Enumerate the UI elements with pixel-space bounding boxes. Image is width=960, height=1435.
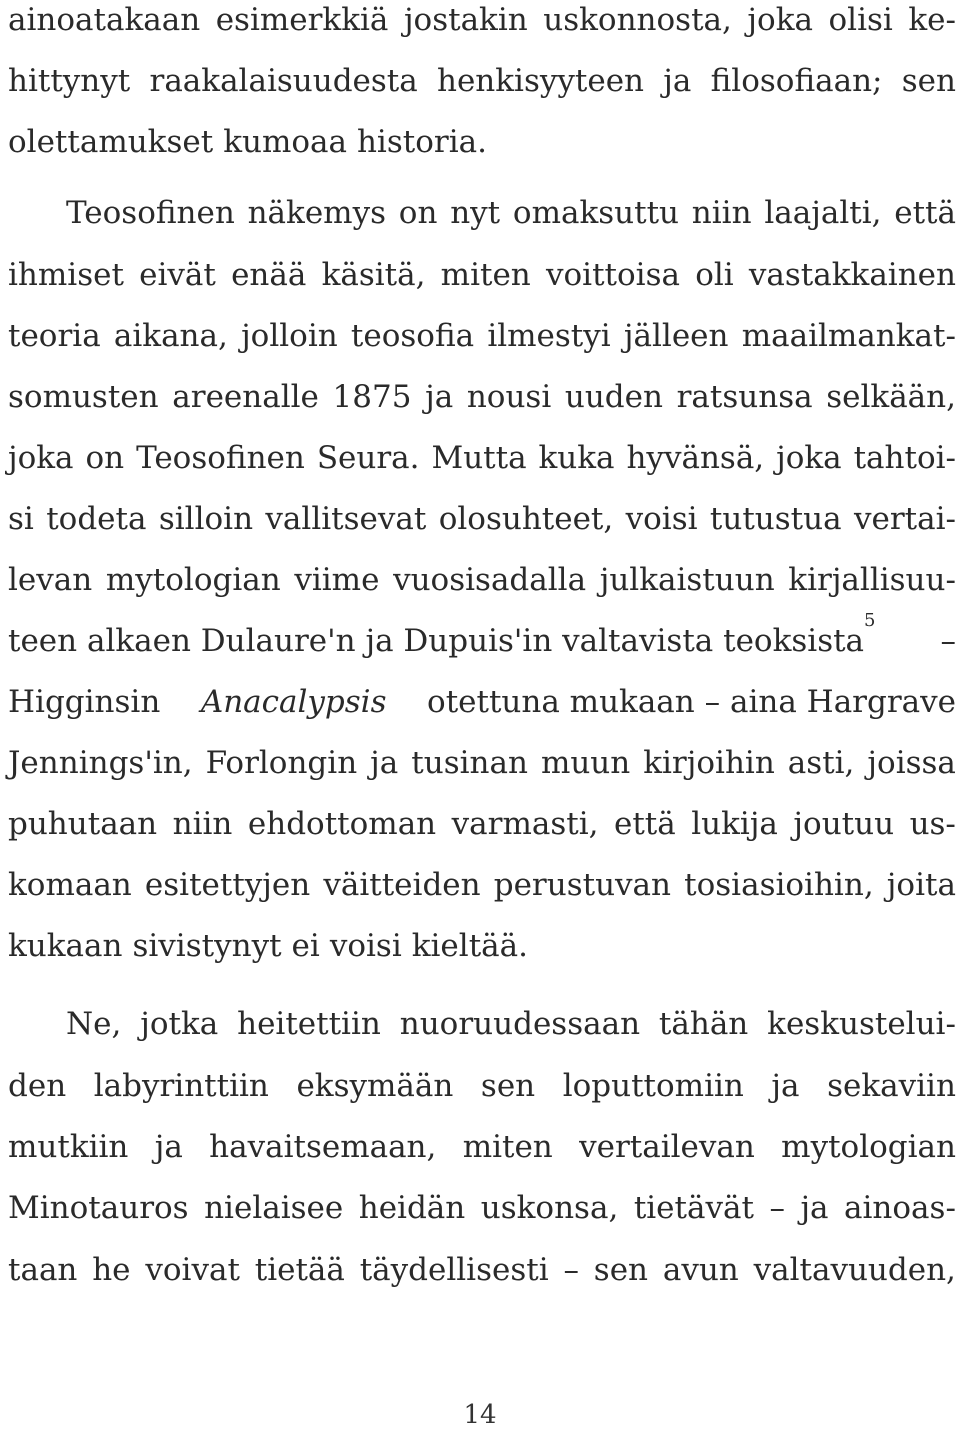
word: heitettiin: [237, 1006, 381, 1042]
text-line: [8, 377, 956, 417]
text-line: [8, 1188, 956, 1228]
word: nyt: [450, 195, 501, 231]
text-line: [8, 804, 956, 844]
word: miten: [462, 1129, 553, 1165]
word: vertailevan: [579, 1129, 755, 1165]
word: kirjallisuu-: [788, 562, 956, 598]
text-line-with-footnote: [8, 610, 956, 661]
word: eivät: [139, 257, 216, 293]
word: jolloin: [241, 318, 338, 354]
word: he: [92, 1252, 131, 1288]
word: –: [769, 1190, 785, 1226]
footnote-marker: 5: [864, 610, 876, 631]
word: joutuu: [793, 806, 895, 842]
word: vuosisadalla: [393, 562, 587, 598]
word: sen: [480, 1068, 536, 1104]
word: olisi: [828, 2, 893, 38]
word: silloin: [158, 501, 254, 537]
word: Jennings'in,: [8, 745, 193, 781]
word: henkisyyteen: [437, 63, 645, 99]
word: heidän: [358, 1190, 466, 1226]
word: Seura.: [316, 440, 420, 476]
text-line: [8, 316, 956, 356]
word: kieltää.: [411, 928, 528, 964]
word: voittoisa: [545, 257, 680, 293]
word: Ne,: [66, 1006, 122, 1042]
word: raakalaisuudesta: [149, 63, 418, 99]
word: vastakkainen: [748, 257, 956, 293]
word: jotka: [140, 1006, 219, 1042]
word: olettamukset: [8, 124, 214, 160]
word: si: [8, 501, 34, 537]
dash: –: [940, 623, 956, 659]
text-line: [8, 122, 956, 162]
word: taan: [8, 1252, 78, 1288]
word: jälleen: [623, 318, 729, 354]
word: kuka: [538, 440, 615, 476]
text-line: [8, 560, 956, 600]
word: laajalti,: [764, 195, 882, 231]
text-line: [8, 926, 956, 966]
word: niin: [172, 806, 233, 842]
word: nuoruudessaan: [399, 1006, 641, 1042]
word: somusten: [8, 379, 159, 415]
word: avun: [662, 1252, 739, 1288]
text-line: [8, 438, 956, 478]
word: voisi: [625, 501, 698, 537]
text-line: [8, 499, 956, 539]
word: ja: [800, 1190, 829, 1226]
word: loputtomiin: [562, 1068, 744, 1104]
word: ke-: [908, 2, 956, 38]
book-title: Anacalypsis: [200, 684, 387, 720]
word: eksymään: [296, 1068, 454, 1104]
word: puhutaan: [8, 806, 158, 842]
text-line: [8, 193, 956, 233]
text-line-with-title: [8, 682, 956, 722]
word: jostakin: [403, 2, 528, 38]
word: ihmiset: [8, 257, 124, 293]
word: tietävät: [633, 1190, 754, 1226]
word: levan: [8, 562, 93, 598]
word: hyvänsä,: [626, 440, 765, 476]
word: on: [85, 440, 125, 476]
word: vertai-: [853, 501, 956, 537]
word: tosiasioihin,: [684, 867, 874, 903]
word: että: [894, 195, 956, 231]
word: joka: [8, 440, 74, 476]
word: filosofiaan;: [710, 63, 883, 99]
word: us-: [909, 806, 956, 842]
word: kukaan: [8, 928, 123, 964]
word: todeta: [46, 501, 147, 537]
word: ja: [154, 1129, 183, 1165]
word: mytologian: [781, 1129, 956, 1165]
word: ehdottoman: [247, 806, 437, 842]
word: ainoatakaan: [8, 2, 201, 38]
word: Teosofinen: [136, 440, 305, 476]
word: esitettyjen: [144, 867, 311, 903]
word: keskustelui-: [767, 1006, 956, 1042]
word: komaan: [8, 867, 132, 903]
word: teosofia: [350, 318, 475, 354]
word: että: [613, 806, 676, 842]
word: selkään,: [826, 379, 956, 415]
word: esimerkkiä: [215, 2, 389, 38]
word: sekaviin: [827, 1068, 956, 1104]
word: käsitä,: [321, 257, 426, 293]
word: ja: [425, 379, 454, 415]
text-line: [8, 61, 956, 101]
word: voivat: [145, 1252, 240, 1288]
word: teoria: [8, 318, 101, 354]
word: viime: [294, 562, 380, 598]
word: sen: [593, 1252, 649, 1288]
text-segment: otettuna mukaan – aina Hargrave: [427, 684, 956, 720]
word: Forlongin: [205, 745, 358, 781]
word: tusinan: [411, 745, 528, 781]
word: maailmankat-: [741, 318, 956, 354]
word: ilmestyi: [487, 318, 611, 354]
word: perustuvan: [493, 867, 672, 903]
word: nousi: [466, 379, 552, 415]
word: kirjoihin: [643, 745, 775, 781]
word: aikana,: [113, 318, 228, 354]
word: kumoaa: [223, 124, 347, 160]
text-line: [8, 1250, 956, 1290]
text-line: [8, 1127, 956, 1167]
word: hittynyt: [8, 63, 131, 99]
word: uskonnosta,: [543, 2, 732, 38]
word: joissa: [867, 745, 956, 781]
text-segment: Higginsin: [8, 684, 161, 720]
text-line: [8, 1066, 956, 1106]
text-line: [8, 743, 956, 783]
word: asti,: [787, 745, 855, 781]
text-line: [8, 865, 956, 905]
word: tahtoi-: [853, 440, 956, 476]
word: ainoas-: [844, 1190, 956, 1226]
word: lukija: [691, 806, 778, 842]
word: labyrinttiin: [93, 1068, 269, 1104]
word: den: [8, 1068, 67, 1104]
page-number: 14: [463, 1400, 497, 1430]
text-line: [8, 0, 956, 40]
word: joita: [886, 867, 956, 903]
word: tietää: [254, 1252, 345, 1288]
word: tutustua: [709, 501, 842, 537]
word: ja: [370, 745, 399, 781]
word: Minotauros: [8, 1190, 189, 1226]
word: –: [563, 1252, 579, 1288]
word: havaitsemaan,: [209, 1129, 437, 1165]
word: täydellisesti: [359, 1252, 549, 1288]
word: mytologian: [105, 562, 281, 598]
word: uuden: [564, 379, 663, 415]
word: sen: [901, 63, 956, 99]
word: väitteiden: [323, 867, 481, 903]
word: joka: [776, 440, 842, 476]
word: joka: [747, 2, 813, 38]
word: omaksuttu: [512, 195, 680, 231]
word: areenalle: [172, 379, 319, 415]
word: on: [398, 195, 438, 231]
word: Mutta: [431, 440, 527, 476]
word: uskonsa,: [480, 1190, 619, 1226]
word: ja: [663, 63, 692, 99]
word: miten: [440, 257, 531, 293]
word: sivistynyt: [132, 928, 282, 964]
word: enää: [231, 257, 307, 293]
word: Teosofinen: [66, 195, 235, 231]
word: muun: [540, 745, 631, 781]
word: nielaisee: [204, 1190, 344, 1226]
word: ei: [291, 928, 320, 964]
text-segment: teen alkaen Dulaure'n ja Dupuis'in valtavista teoksista: [8, 623, 865, 659]
word: olosuhteet,: [438, 501, 614, 537]
word: näkemys: [247, 195, 386, 231]
word: julkaistuun: [599, 562, 775, 598]
word: mutkiin: [8, 1129, 129, 1165]
text-line: [8, 255, 956, 295]
text-line: [8, 1004, 956, 1044]
word: 1875: [332, 379, 412, 415]
word: historia.: [356, 124, 487, 160]
word: voisi: [329, 928, 402, 964]
word: niin: [691, 195, 752, 231]
word: vallitsevat: [265, 501, 427, 537]
word: ratsunsa: [676, 379, 813, 415]
word: valtavuuden,: [753, 1252, 956, 1288]
word: tähän: [658, 1006, 749, 1042]
word: varmasti,: [451, 806, 599, 842]
word: oli: [695, 257, 734, 293]
word: ja: [771, 1068, 800, 1104]
